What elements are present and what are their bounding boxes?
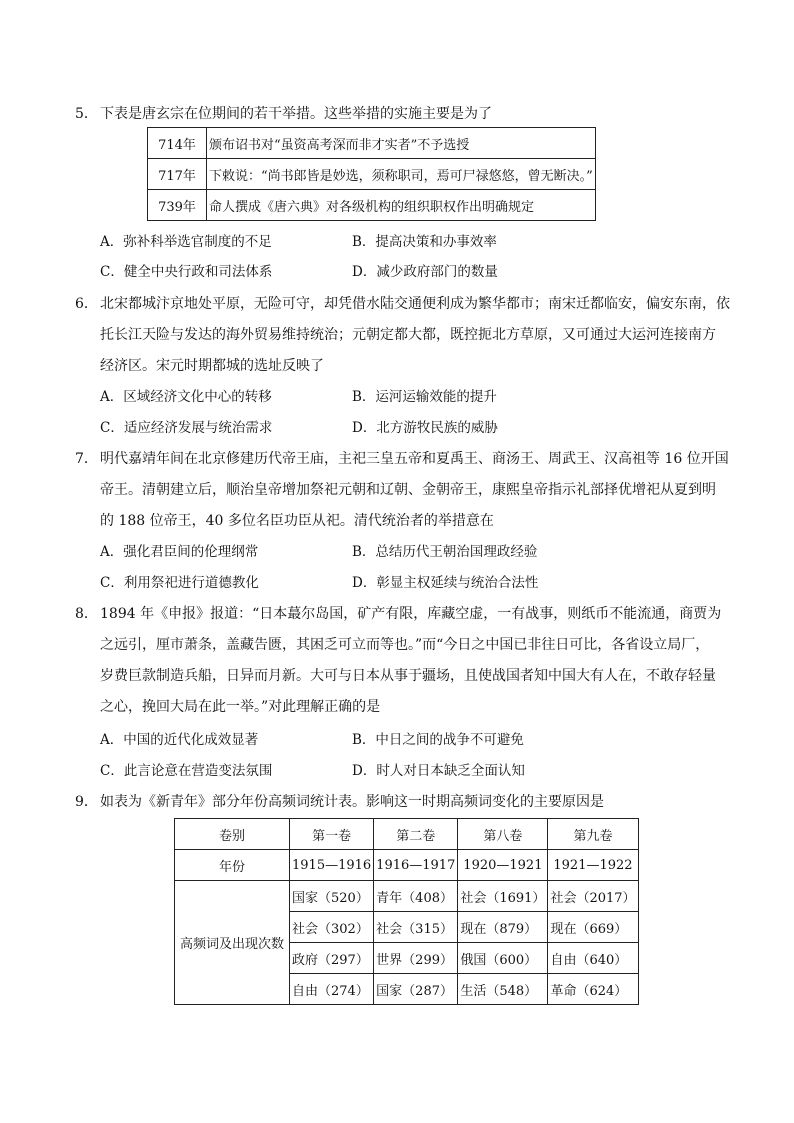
q8-number: 8． bbox=[75, 606, 98, 622]
q7-option-a: A．强化君臣间的伦理纲常 bbox=[100, 544, 259, 560]
q5-table bbox=[147, 127, 596, 221]
table-cell: 青年（408） bbox=[374, 881, 458, 912]
table-cell: 社会（1691） bbox=[458, 881, 548, 912]
table-row bbox=[175, 850, 639, 881]
q5-stem: 下表是唐玄宗在位期间的若干举措。这些举措的实施主要是为了 bbox=[100, 106, 492, 122]
q5-option-a: A．弥补科举选官制度的不足 bbox=[100, 234, 272, 250]
table-cell: 世界（299） bbox=[374, 943, 458, 974]
table-cell: 社会（302） bbox=[290, 912, 374, 943]
table-cell-text: 命人撰成《唐六典》对各级机构的组织职权作出明确规定 bbox=[207, 190, 596, 221]
table-cell: 1916—1917 bbox=[374, 850, 458, 881]
q6-option-a: A．区域经济文化中心的转移 bbox=[100, 389, 272, 405]
table-cell: 现在（879） bbox=[458, 912, 548, 943]
table-cell: 社会（315） bbox=[374, 912, 458, 943]
table-cell: 1915—1916 bbox=[290, 850, 374, 881]
table-header-row bbox=[175, 819, 639, 850]
table-row bbox=[175, 881, 639, 912]
q7-number: 7． bbox=[75, 451, 98, 467]
table-cell: 1920—1921 bbox=[458, 850, 548, 881]
table-cell-year: 717年 bbox=[148, 159, 207, 190]
q9-stem: 如表为《新青年》部分年份高频词统计表。影响这一时期高频词变化的主要原因是 bbox=[100, 794, 604, 810]
table-header-cell: 第八卷 bbox=[458, 819, 548, 850]
q7-line-2: 帝王。清朝建立后，顺治皇帝增加祭祀元朝和辽朝、金朝帝王，康熙皇帝指示礼部择优增祀从夏到明 bbox=[100, 482, 716, 498]
q6-line-2: 托长江天险与发达的海外贸易维持统治；元朝定都大都，既控扼北方草原，又可通过大运河连接南方 bbox=[100, 327, 716, 343]
table-cell-text: 下敕说：“尚书郎皆是妙选，须称职司，焉可尸禄悠悠，曾无断决。” bbox=[207, 159, 596, 190]
table-header-cell: 卷别 bbox=[175, 819, 290, 850]
table-row bbox=[148, 128, 596, 159]
table-cell-year: 714年 bbox=[148, 128, 207, 159]
q8-option-b: B．中日之间的战争不可避免 bbox=[352, 732, 524, 748]
table-row bbox=[148, 190, 596, 221]
table-cell: 国家（287） bbox=[374, 974, 458, 1005]
q8-line-1: 1894 年《申报》报道：“日本蕞尔岛国，矿产有限，库藏空虚，一有战事，则纸币不能流通，商贾为 bbox=[100, 606, 722, 622]
table-header-cell: 第一卷 bbox=[290, 819, 374, 850]
q6-line-1: 北宋都城汴京地处平原，无险可守，却凭借水陆交通便利成为繁华都市；南宋迁都临安，偏安东南，依 bbox=[100, 296, 730, 312]
table-cell: 生活（548） bbox=[458, 974, 548, 1005]
table-cell: 政府（297） bbox=[290, 943, 374, 974]
q8-line-3: 岁费巨款制造兵船，日异而月新。大可与日本从事于疆场，且使战国者知中国大有人在，不敢存轻量 bbox=[100, 668, 716, 684]
table-cell-year: 739年 bbox=[148, 190, 207, 221]
table-cell: 国家（520） bbox=[290, 881, 374, 912]
q5-option-d: D．减少政府部门的数量 bbox=[352, 264, 498, 280]
table-cell-text: 颁布诏书对“虽资高考深而非才实者”不予选授 bbox=[207, 128, 596, 159]
table-cell: 自由（274） bbox=[290, 974, 374, 1005]
table-header-cell: 第二卷 bbox=[374, 819, 458, 850]
q7-option-c: C．利用祭祀进行道德教化 bbox=[100, 575, 259, 591]
table-cell: 俄国（600） bbox=[458, 943, 548, 974]
q8-option-c: C．此言论意在营造变法氛围 bbox=[100, 763, 273, 779]
q9-table bbox=[174, 818, 639, 1005]
q6-number: 6． bbox=[75, 296, 98, 312]
q9-number: 9． bbox=[75, 794, 98, 810]
table-cell: 革命（624） bbox=[548, 974, 638, 1005]
q8-line-2: 之远引，厘市萧条，盖藏告匮，其困乏可立而等也。”而“今日之中国已非往日可比，各省设立局厂， bbox=[100, 637, 710, 653]
q5-option-c: C．健全中央行政和司法体系 bbox=[100, 264, 273, 280]
table-cell: 社会（2017） bbox=[548, 881, 638, 912]
q8-line-4: 之心，挽回大局在此一举。”对此理解正确的是 bbox=[100, 699, 381, 715]
q7-line-3: 的 188 位帝王，40 多位名臣功臣从祀。清代统治者的举措意在 bbox=[100, 513, 494, 529]
table-cell-label: 高频词及出现次数 bbox=[175, 881, 290, 1005]
q6-option-d: D．北方游牧民族的威胁 bbox=[352, 420, 498, 436]
table-cell-label: 年份 bbox=[175, 850, 290, 881]
q6-option-c: C．适应经济发展与统治需求 bbox=[100, 420, 273, 436]
table-row bbox=[148, 159, 596, 190]
q7-option-b: B．总结历代王朝治国理政经验 bbox=[352, 544, 538, 560]
q7-line-1: 明代嘉靖年间在北京修建历代帝王庙，主祀三皇五帝和夏禹王、商汤王、周武王、汉高祖等 16 位开国 bbox=[100, 451, 729, 467]
table-cell: 1921—1922 bbox=[548, 850, 638, 881]
q6-option-b: B．运河运输效能的提升 bbox=[352, 389, 497, 405]
q5-option-b: B．提高决策和办事效率 bbox=[352, 234, 497, 250]
q8-option-d: D．时人对日本缺乏全面认知 bbox=[352, 763, 525, 779]
table-cell: 自由（640） bbox=[548, 943, 638, 974]
table-header-cell: 第九卷 bbox=[548, 819, 638, 850]
q8-option-a: A．中国的近代化成效显著 bbox=[100, 732, 259, 748]
q6-line-3: 经济区。宋元时期都城的选址反映了 bbox=[100, 358, 324, 374]
table-cell: 现在（669） bbox=[548, 912, 638, 943]
q5-number: 5． bbox=[75, 106, 98, 122]
q7-option-d: D．彰显主权延续与统治合法性 bbox=[352, 575, 539, 591]
